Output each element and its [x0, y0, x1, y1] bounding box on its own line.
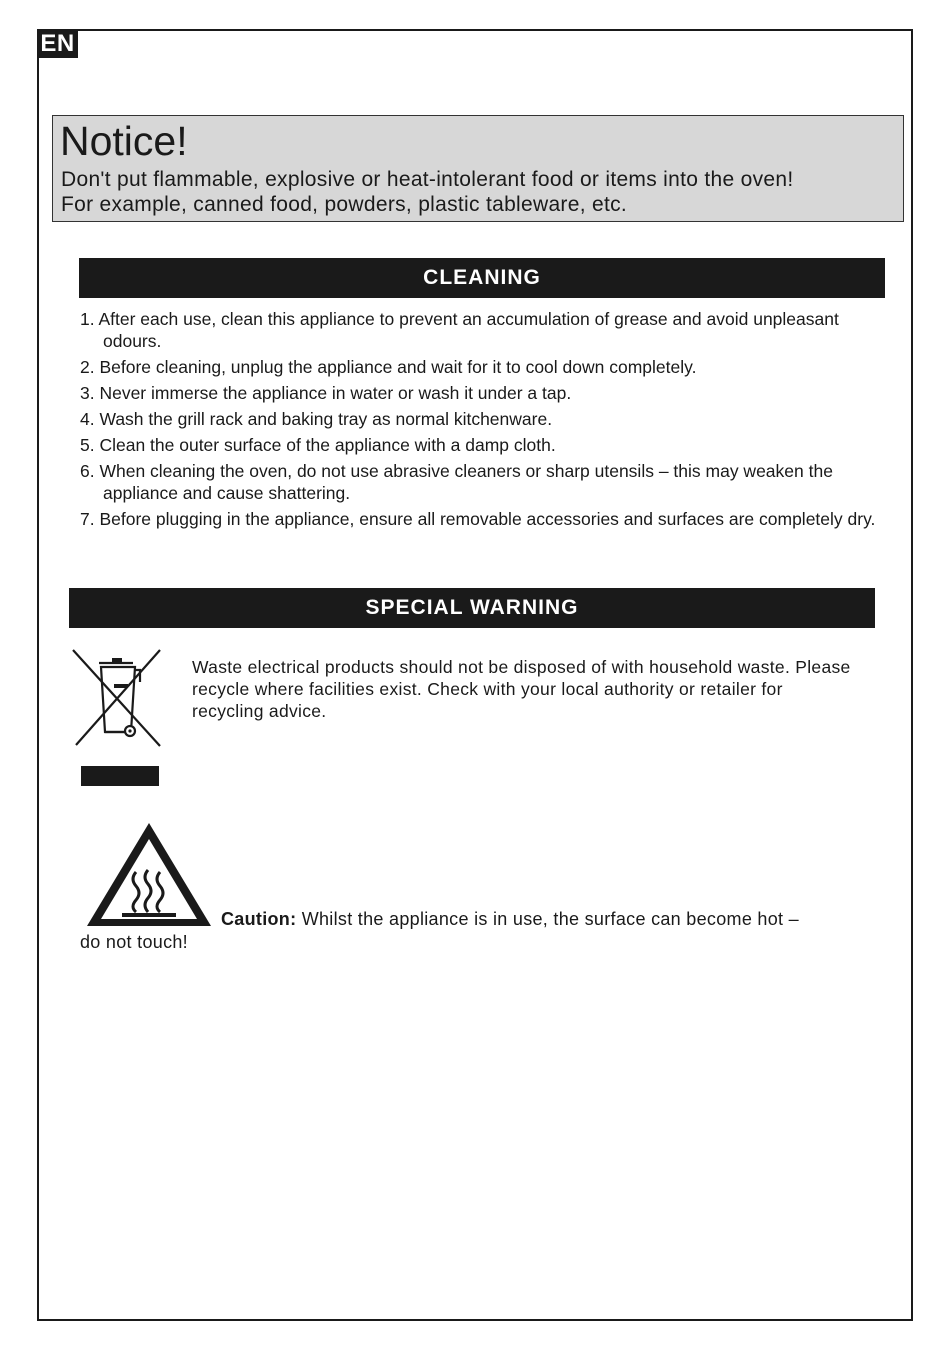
- caution-label: Caution:: [221, 909, 297, 929]
- special-warning-heading: SPECIAL WARNING: [69, 588, 875, 628]
- caution-text: [221, 907, 799, 931]
- cleaning-item: 6. When cleaning the oven, do not use abrasive cleaners or sharp utensils – this may weaken the appliance and cause shattering.: [80, 461, 833, 503]
- weee-black-bar: [81, 766, 159, 786]
- notice-line-1: Don't put flammable, explosive or heat-intolerant food or items into the oven!: [61, 168, 794, 191]
- cleaning-item: 5. Clean the outer surface of the appliance with a damp cloth.: [80, 435, 556, 455]
- cleaning-item: 1. After each use, clean this appliance to prevent an accumulation of grease and avoid unpleasant odours.: [80, 309, 839, 351]
- cleaning-item: 4. Wash the grill rack and baking tray as normal kitchenware.: [80, 409, 553, 429]
- caution-text-line-1: Whilst the appliance is in use, the surface can become hot –: [296, 909, 799, 929]
- notice-line-2: For example, canned food, powders, plastic tableware, etc.: [61, 193, 628, 216]
- cleaning-item: 2. Before cleaning, unplug the appliance and wait for it to cool down completely.: [80, 357, 697, 377]
- weee-disposal-text: Waste electrical products should not be disposed of with household waste. Please recycle where facilities exist. Check with your local authority or retailer for recycling advice.: [192, 657, 851, 721]
- cleaning-item: 7. Before plugging in the appliance, ensure all removable accessories and surfaces are completely dry.: [80, 509, 876, 529]
- notice-box: [52, 115, 904, 222]
- hot-surface-warning-icon: [84, 820, 214, 930]
- notice-title: Notice!: [60, 118, 188, 164]
- caution-text-line-2: do not touch!: [80, 932, 188, 952]
- language-badge: EN: [37, 30, 78, 58]
- cleaning-list: [80, 308, 880, 534]
- cleaning-item: 3. Never immerse the appliance in water or wash it under a tap.: [80, 383, 572, 403]
- cleaning-heading: CLEANING: [79, 258, 885, 298]
- crossed-out-wheelie-bin-icon: [70, 648, 166, 750]
